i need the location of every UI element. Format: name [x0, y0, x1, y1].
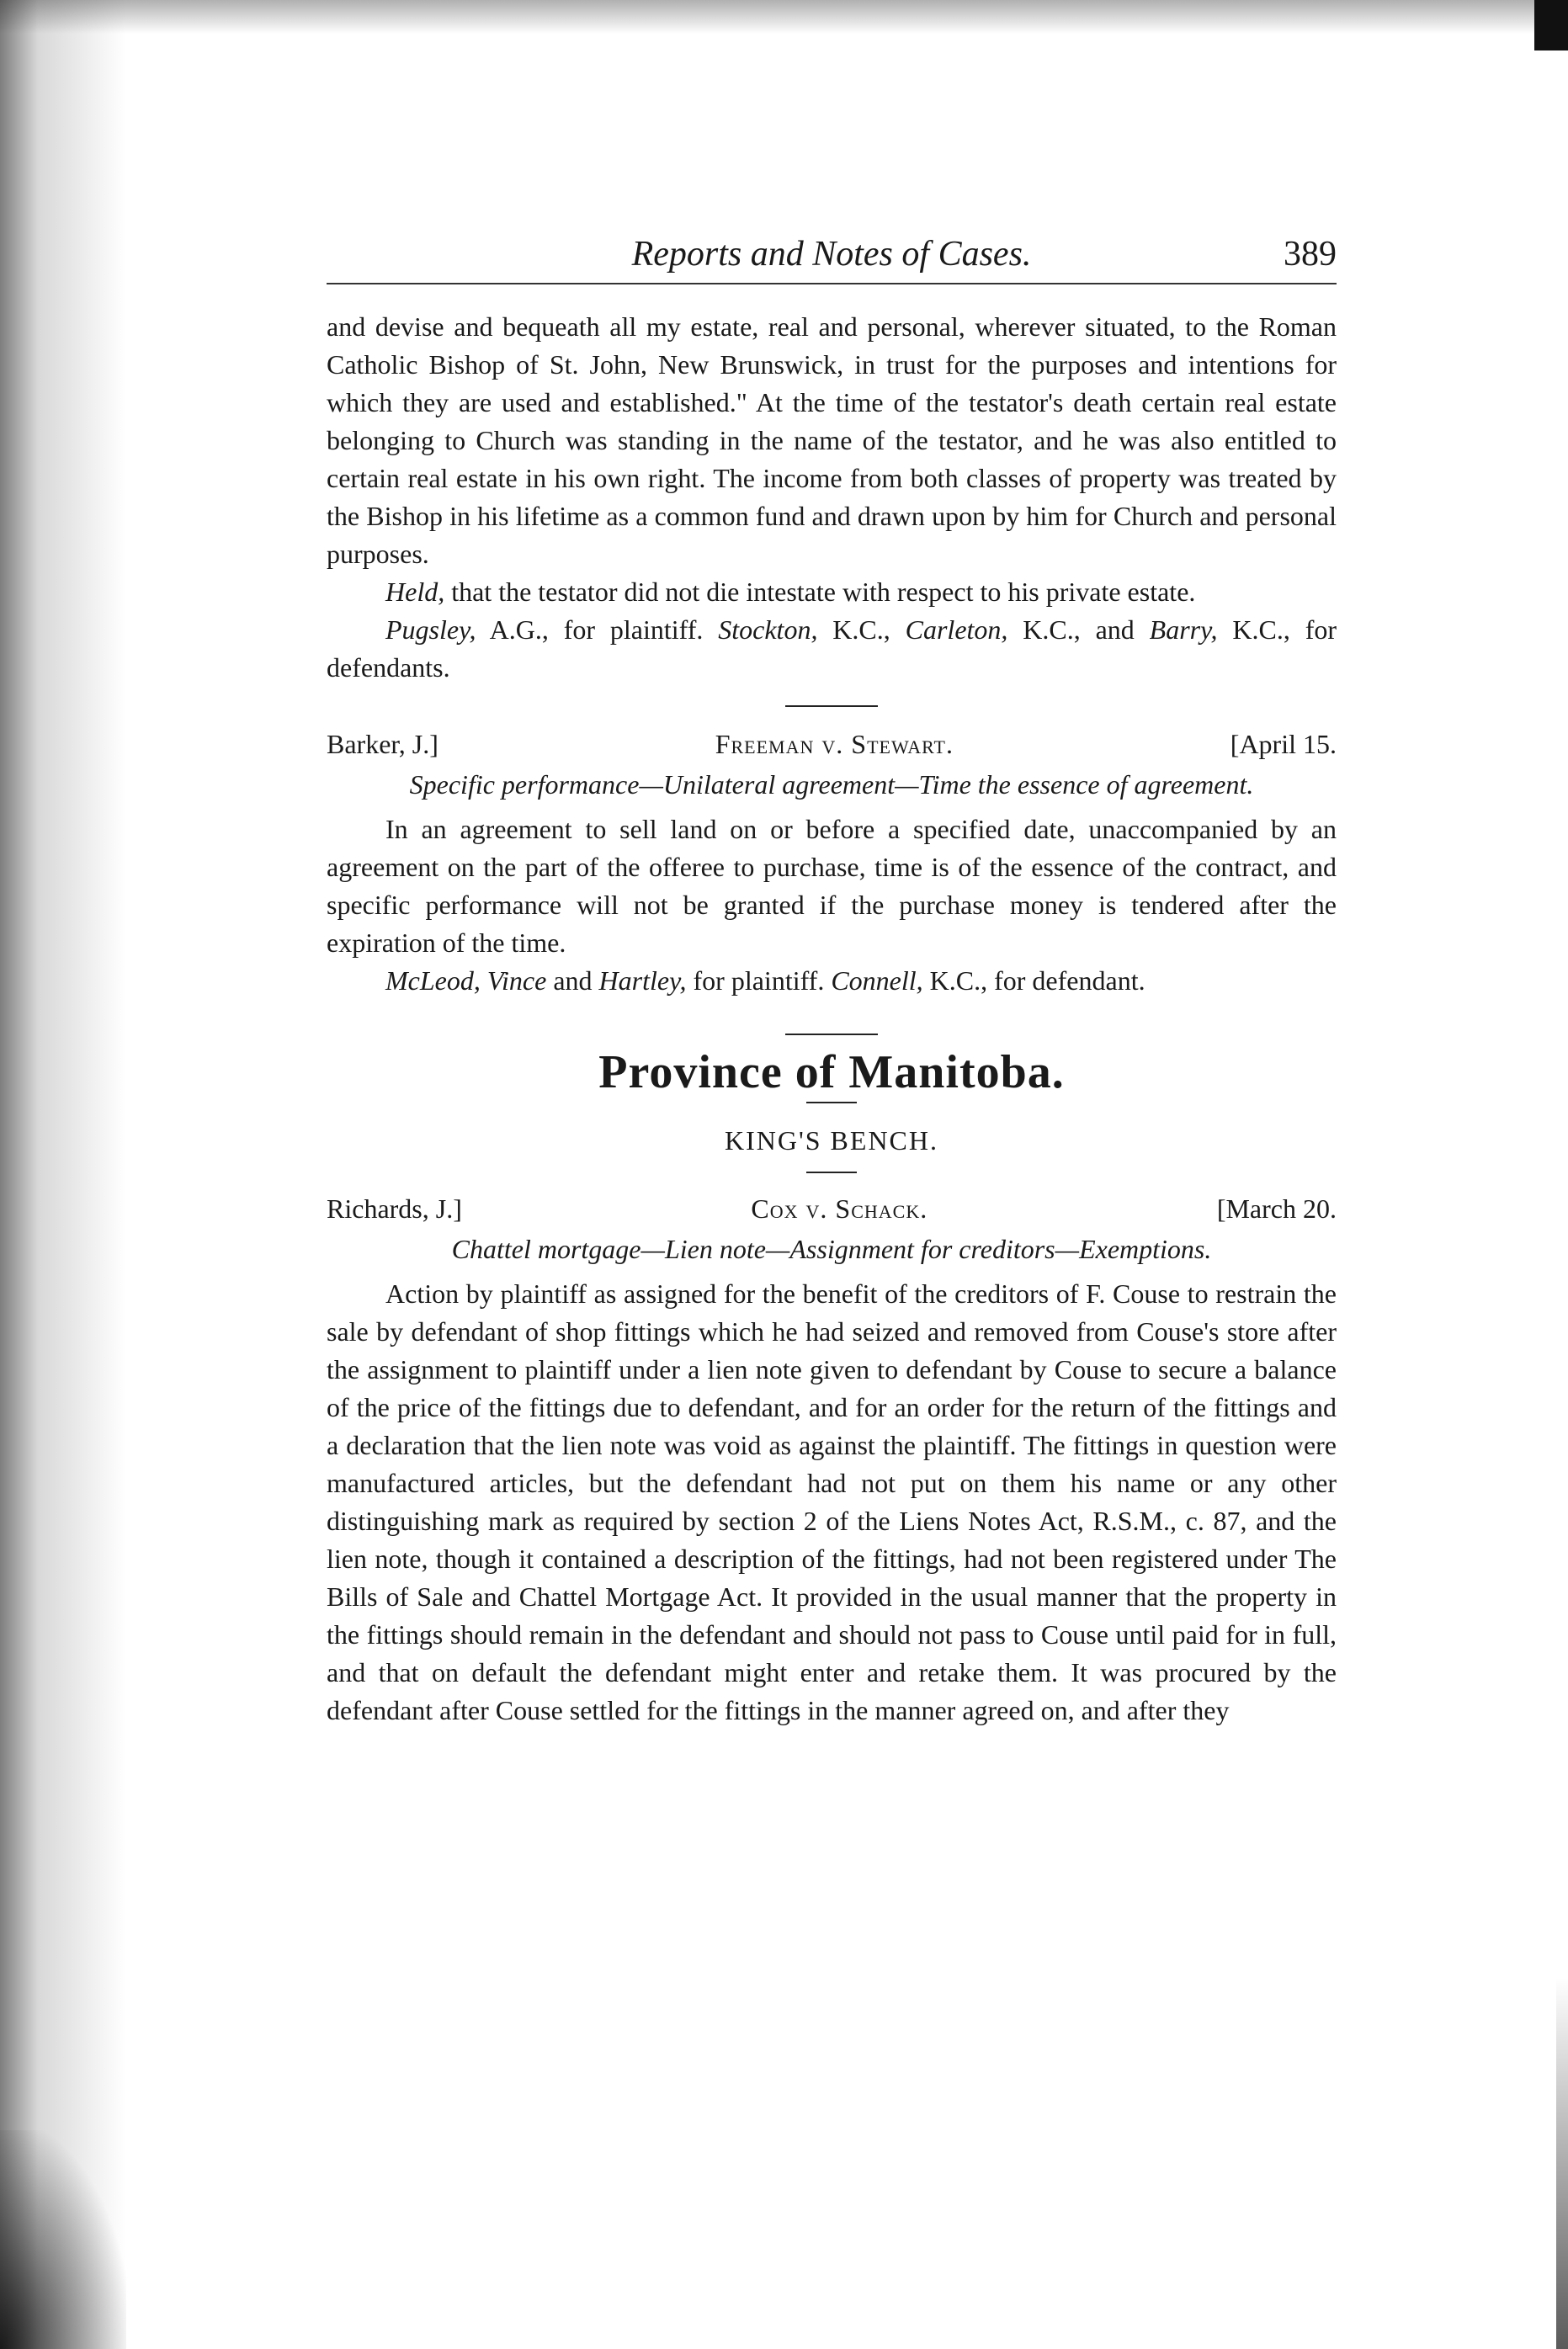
- held-text: that the testator did not die intestate with respect to his private estate.: [444, 577, 1196, 607]
- running-title: Reports and Notes of Cases.: [631, 235, 1032, 274]
- counsel-text: K.C., and: [1007, 614, 1150, 645]
- scan-shadow-top: [0, 0, 1568, 34]
- case3-headnote: Chattel mortgage—Lien note—Assignment for creditors—Exemptions.: [451, 1234, 1212, 1264]
- section-divider: [785, 705, 878, 707]
- province-heading: Province of Manitoba.: [598, 1046, 1065, 1098]
- case2-headnote: Specific performance—Unilateral agreement—Time the essence of agreement.: [409, 769, 1254, 800]
- counsel-text: K.C., for defendant.: [922, 965, 1145, 996]
- running-header: [327, 227, 1337, 284]
- counsel-name: Vince: [486, 965, 547, 996]
- case2-body: In an agreement to sell land on or before a specified date, unaccompanied by an agreement on the part of the offeree to purchase, time is of the essence of the contract, and specific performance will not be granted if the purchase money is tendered after the expiration of the time.: [327, 814, 1337, 958]
- counsel-name: Connell,: [831, 965, 923, 996]
- case1-held: [327, 573, 1337, 611]
- counsel-text: A.G., for plaintiff.: [476, 614, 719, 645]
- court-heading: KING'S BENCH.: [725, 1125, 938, 1156]
- scan-shadow-right: [1556, 1978, 1568, 2349]
- case3-title: Cox v. Schack.: [751, 1193, 928, 1224]
- page-body: [327, 308, 1337, 1730]
- case2-heading: [327, 725, 1337, 763]
- counsel-text: K.C., for defendants.: [327, 614, 1337, 683]
- counsel-text: for plaintiff.: [686, 965, 832, 996]
- section-divider: [785, 1034, 878, 1035]
- section-divider: [806, 1172, 857, 1173]
- case2-judge: Barker, J.]: [327, 729, 439, 759]
- scan-shadow-bottom-left: [0, 2130, 126, 2349]
- case3-body: Action by plaintiff as assigned for the benefit of the creditors of F. Couse to restrain the sale by defendant of shop fittings which he had seized and removed from Couse's store after the assignment to plaintiff under a lien note given to defendant by Couse to secure a balance of the price of the fittings due to defendant, and for an order for the return of the fittings and a declaration that the lien note was void as against the plaintiff. The fittings in question were manufactured articles, but the defendant had not put on them his name or any other distinguishing mark as required by section 2 of the Liens Notes Act, R.S.M., c. 87, and the lien note, though it contained a description of the fittings, had not been registered under The Bills of Sale and Chattel Mortgage Act. It provided in the usual manner that the property in the fittings should remain in the defendant and should not pass to Couse until paid for in full, and that on default the defendant might enter and retake them. It was procured by the defendant after Couse settled for the fittings in the manner agreed on, and after they: [327, 1278, 1337, 1725]
- counsel-text: and: [546, 965, 599, 996]
- counsel-name: Carleton,: [905, 614, 1008, 645]
- case2-counsel: [327, 962, 1337, 1000]
- case3-judge: Richards, J.]: [327, 1193, 462, 1224]
- case1-counsel: [327, 611, 1337, 687]
- scan-shadow-left: [0, 0, 126, 2349]
- case2-date: [April 15.: [1230, 729, 1337, 759]
- held-label: Held,: [385, 577, 445, 607]
- page: [327, 227, 1337, 1730]
- section-divider: [806, 1102, 857, 1103]
- counsel-text: [481, 965, 487, 996]
- scan-shadow-top-right: [1534, 0, 1568, 50]
- counsel-name: Barry,: [1149, 614, 1218, 645]
- case1-paragraph: and devise and bequeath all my estate, real and personal, wherever situated, to the Roman Catholic Bishop of St. John, New Brunswick, in trust for the purposes and intentions for which they are used and established." At the time of the testator's death certain real estate belonging to Church was standing in the name of the testator, and he was also entitled to certain real estate in his own right. The income from both classes of property was treated by the Bishop in his lifetime as a common fund and drawn upon by him for Church and personal purposes.: [327, 311, 1337, 569]
- counsel-name: Hartley,: [598, 965, 687, 996]
- page-number: 389: [1284, 235, 1337, 274]
- case3-date: [March 20.: [1216, 1193, 1337, 1224]
- counsel-name: McLeod,: [385, 965, 481, 996]
- counsel-text: K.C.,: [817, 614, 906, 645]
- counsel-name: Pugsley,: [385, 614, 476, 645]
- case2-title: Freeman v. Stewart.: [715, 729, 954, 759]
- case3-heading: [327, 1190, 1337, 1228]
- counsel-name: Stockton,: [718, 614, 818, 645]
